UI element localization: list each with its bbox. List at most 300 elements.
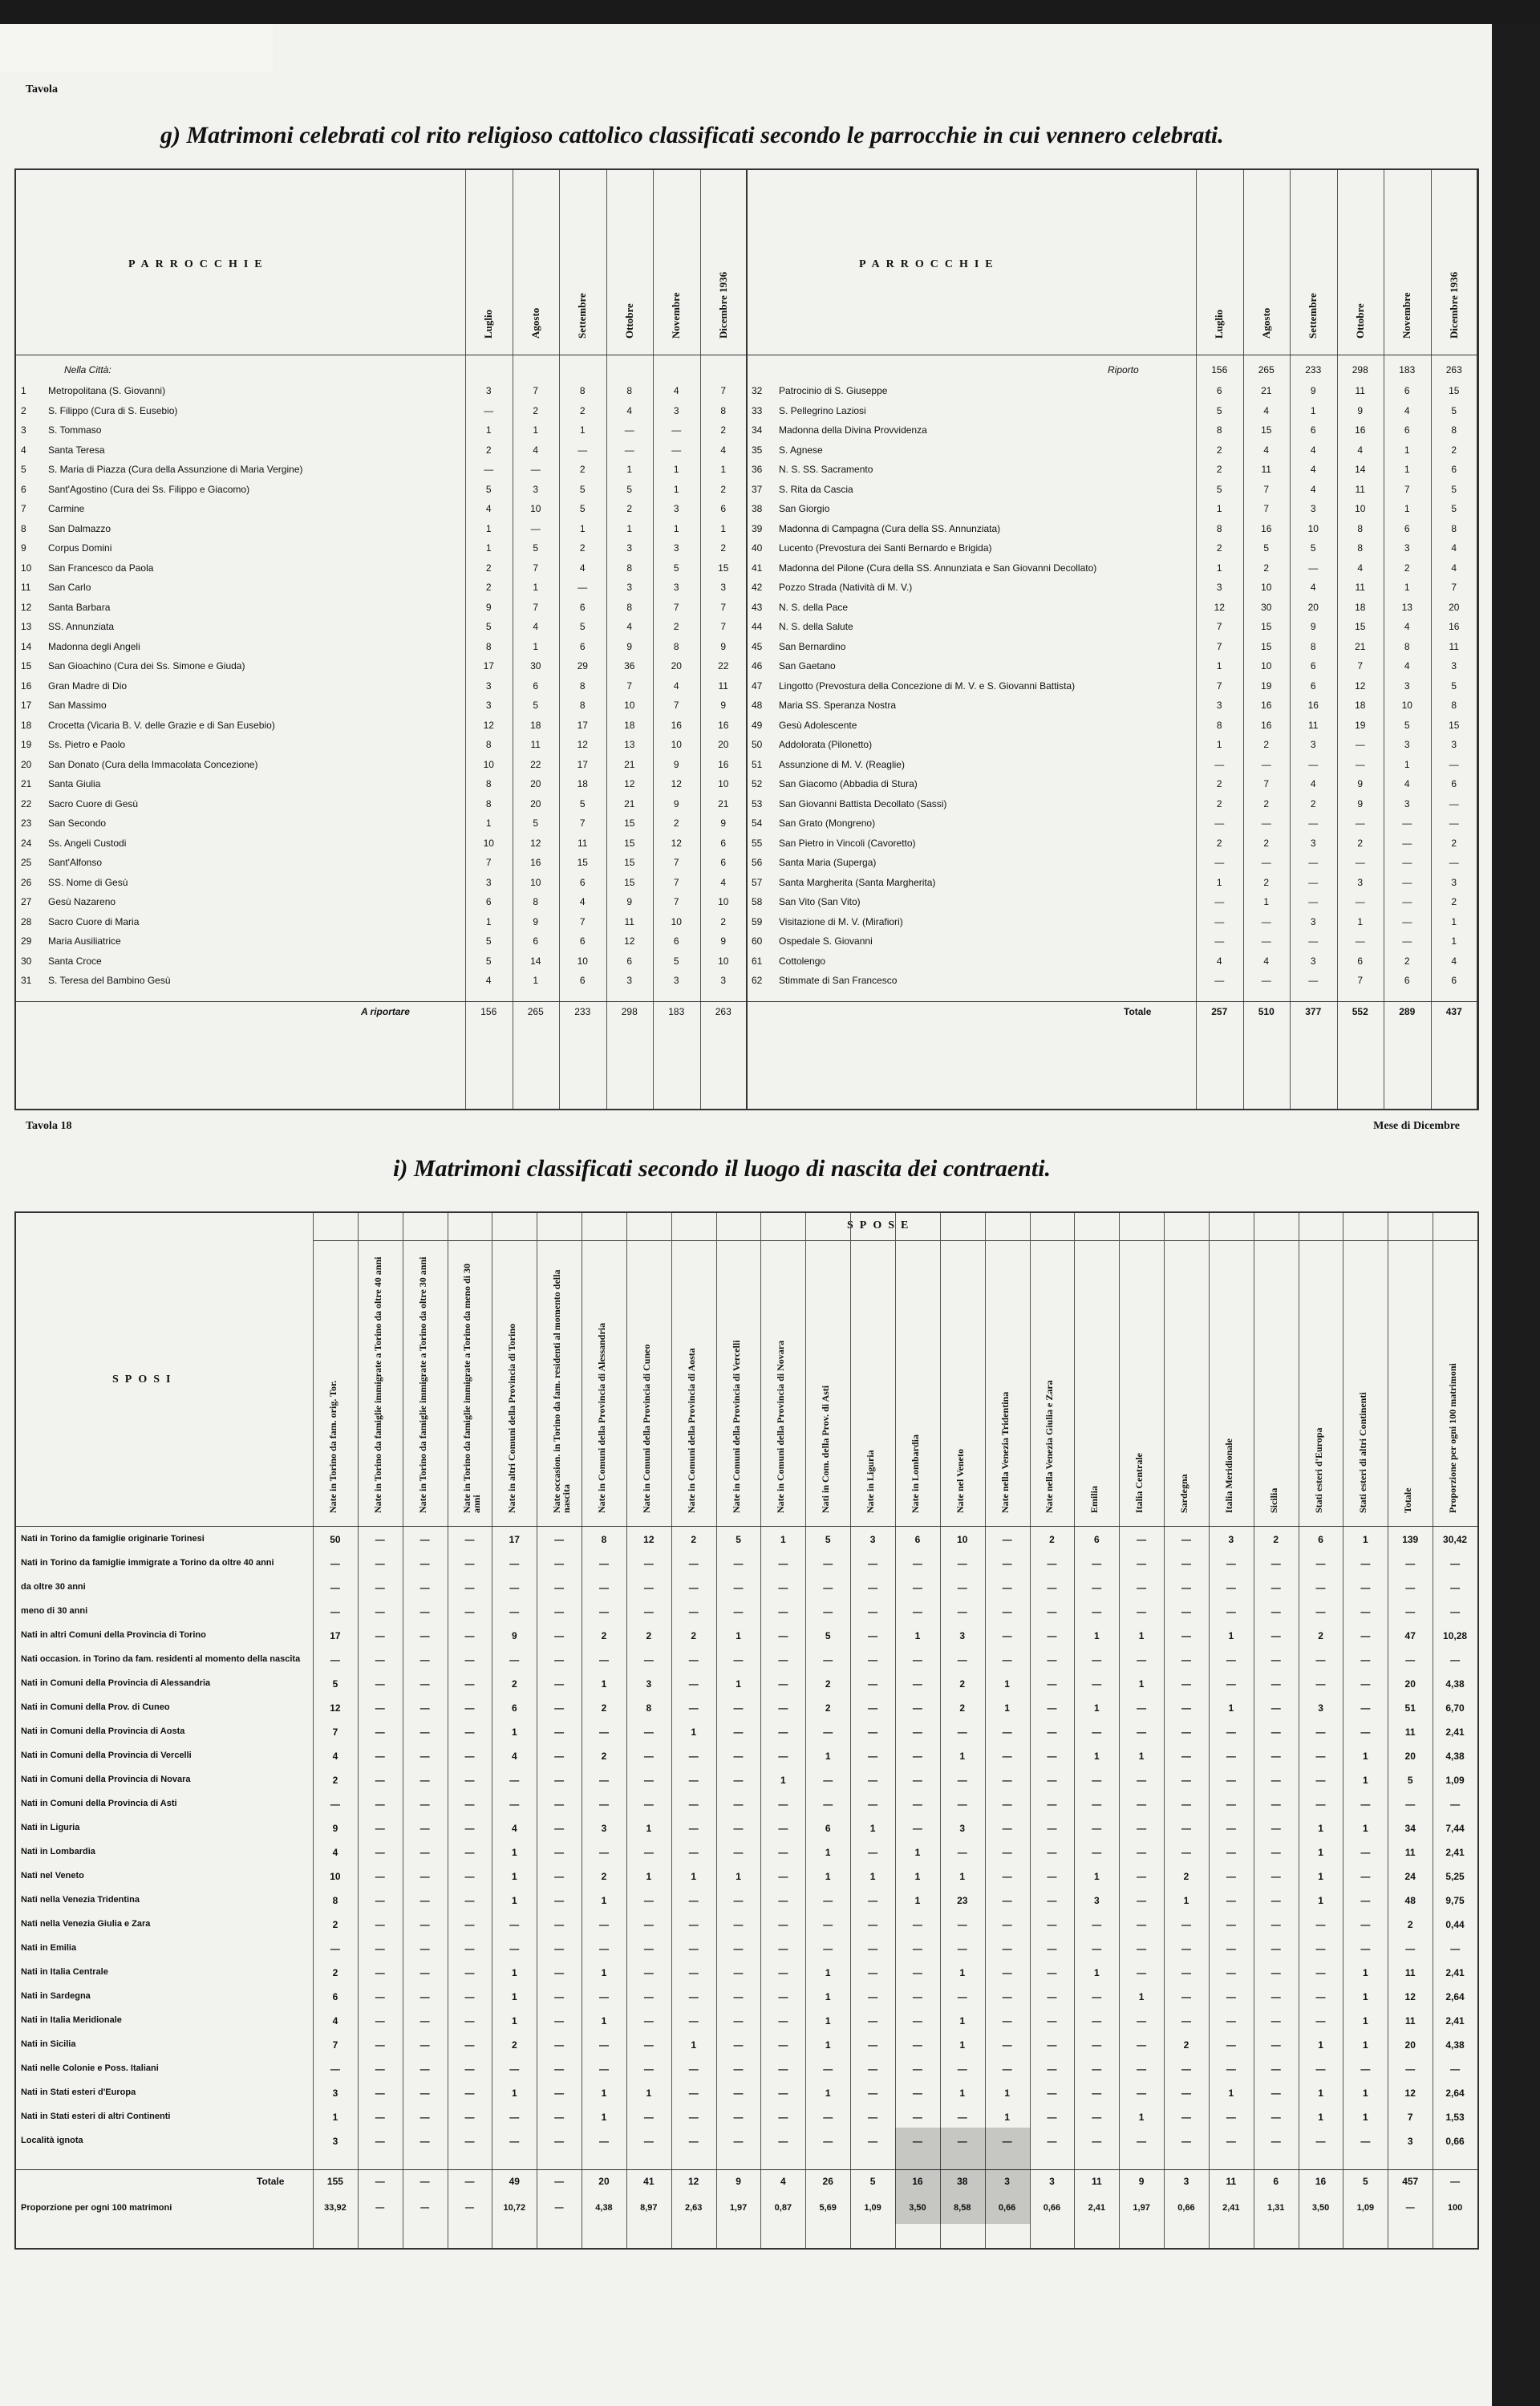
- cell-value: 24: [1404, 1871, 1416, 1882]
- month-value: —: [484, 464, 494, 475]
- month-value: 4: [1263, 955, 1270, 967]
- carry-label: Riporto: [1108, 364, 1139, 375]
- cell-value: —: [778, 1799, 788, 1810]
- cell-value: —: [688, 2015, 699, 2027]
- cell-value: —: [464, 2136, 475, 2147]
- month-value: 18: [577, 778, 588, 789]
- cell-value: —: [868, 1654, 878, 1666]
- parish-number: 37: [752, 483, 763, 495]
- spose-column-header: Nate in altri Comuni della Provincia di Torino: [506, 1323, 518, 1513]
- sposi-row-label: Nati in Sicilia: [21, 2039, 76, 2049]
- cell-value: —: [733, 2015, 744, 2027]
- cell-value: 2: [1049, 1534, 1055, 1545]
- month-value: 2: [673, 818, 679, 829]
- cell-value: —: [1270, 1919, 1281, 1930]
- cell-value: —: [464, 1775, 475, 1786]
- parish-name: Maria Ausiliatrice: [48, 935, 121, 947]
- total-rule: [16, 1001, 1477, 1002]
- month-value: 3: [673, 582, 679, 593]
- cell-value: —: [1047, 1967, 1057, 1978]
- month-value: 7: [1404, 483, 1410, 495]
- cell-value: —: [375, 1654, 385, 1666]
- month-value: 1: [579, 522, 586, 534]
- total-rule: [16, 2169, 1477, 2170]
- cell-value: —: [1047, 2063, 1057, 2075]
- cell-value: —: [1137, 1871, 1147, 1882]
- cell-value: —: [419, 2039, 430, 2051]
- proportion-value: 8,58: [954, 2203, 971, 2213]
- cell-value: —: [912, 1702, 922, 1714]
- cell-value: —: [1002, 1799, 1012, 1810]
- parish-number: 32: [752, 385, 763, 396]
- month-value: 11: [1308, 719, 1319, 731]
- cell-value: 1: [691, 1726, 697, 1738]
- parish-number: 28: [21, 915, 32, 927]
- cell-value: 6,70: [1445, 1702, 1465, 1714]
- proportion-value: —: [554, 2203, 564, 2213]
- cell-value: 1: [736, 1678, 741, 1690]
- carry-value: 263: [1445, 364, 1462, 375]
- month-value: 1: [1216, 876, 1222, 888]
- cell-value: —: [1092, 1823, 1102, 1834]
- cell-value: —: [688, 1558, 699, 1569]
- cell-value: 1: [914, 1630, 921, 1641]
- month-value: 11: [1355, 385, 1365, 396]
- month-value: 2: [1451, 444, 1457, 456]
- month-value: 1: [1451, 915, 1457, 927]
- cell-value: 1: [1363, 1991, 1368, 2002]
- cell-value: —: [1270, 1606, 1281, 1617]
- month-value: 10: [1261, 660, 1272, 671]
- month-value: 16: [1449, 621, 1460, 632]
- month-value: 11: [1449, 640, 1459, 652]
- month-value: 8: [579, 385, 586, 396]
- month-value: 1: [485, 424, 492, 436]
- cell-value: —: [1181, 1534, 1191, 1545]
- cell-value: —: [733, 1558, 744, 1569]
- parish-number: 23: [21, 818, 32, 829]
- cell-value: —: [1226, 1606, 1236, 1617]
- cell-value: 2: [1407, 1919, 1413, 1930]
- month-value: 1: [1404, 444, 1410, 456]
- month-value: 4: [1310, 582, 1316, 593]
- cell-value: —: [1137, 2136, 1147, 2147]
- cell-value: —: [554, 1799, 565, 1810]
- month-value: 7: [673, 876, 679, 888]
- cell-value: —: [823, 1919, 833, 1930]
- cell-value: —: [1092, 1678, 1102, 1690]
- cell-value: —: [912, 1558, 922, 1569]
- month-value: 9: [485, 601, 492, 613]
- cell-value: 1: [646, 2087, 652, 2099]
- cell-value: —: [823, 1582, 833, 1593]
- cell-value: —: [733, 1895, 744, 1906]
- cell-value: —: [1047, 1943, 1057, 1954]
- month-value: 7: [1263, 778, 1270, 789]
- month-value: 2: [579, 542, 586, 554]
- parish-number: 40: [752, 542, 763, 554]
- cell-value: —: [1002, 1726, 1012, 1738]
- month-value: 1: [626, 464, 633, 475]
- parish-name: Sant'Agostino (Cura dei Ss. Filippo e Giacomo): [48, 483, 250, 495]
- month-value: 6: [720, 857, 727, 868]
- cell-value: —: [554, 1558, 565, 1569]
- parish-number: 31: [21, 975, 32, 986]
- cell-value: —: [509, 1919, 520, 1930]
- month-value: 9: [1357, 797, 1364, 809]
- cell-value: —: [1137, 2087, 1147, 2099]
- month-value: 2: [720, 915, 727, 927]
- cell-value: —: [419, 1558, 430, 1569]
- total-value: 38: [957, 2176, 968, 2187]
- cell-value: —: [643, 1895, 654, 1906]
- month-value: —: [1355, 758, 1365, 770]
- parish-name: Addolorata (Pilonetto): [779, 739, 873, 750]
- cell-value: —: [778, 2063, 788, 2075]
- month-value: 14: [530, 955, 541, 967]
- parish-name: San Bernardino: [779, 640, 846, 652]
- month-value: 3: [485, 876, 492, 888]
- cell-value: —: [1315, 1606, 1326, 1617]
- month-value: 8: [485, 797, 492, 809]
- month-value: —: [1402, 818, 1412, 829]
- cell-value: —: [1047, 1871, 1057, 1882]
- spose-header: SPOSE: [847, 1219, 915, 1231]
- cell-value: —: [464, 1871, 475, 1882]
- cell-value: 1: [1093, 1871, 1100, 1882]
- cell-value: —: [1002, 1775, 1012, 1786]
- cell-value: —: [778, 1871, 788, 1882]
- cell-value: —: [464, 2015, 475, 2027]
- month-value: 18: [1355, 700, 1366, 711]
- right-total-label: Totale: [1124, 1005, 1152, 1017]
- cell-value: —: [375, 2136, 385, 2147]
- parish-number: 38: [752, 503, 763, 514]
- total-value: 49: [509, 2176, 520, 2187]
- cell-value: —: [509, 1775, 520, 1786]
- parish-header: PARROCCHIE: [859, 258, 999, 270]
- cell-value: —: [464, 2087, 475, 2099]
- cell-value: —: [1270, 1799, 1281, 1810]
- cell-value: —: [1181, 2087, 1191, 2099]
- cell-value: 1: [1138, 1630, 1145, 1641]
- cell-value: —: [1315, 1582, 1326, 1593]
- month-value: 4: [1404, 404, 1410, 416]
- cell-value: —: [1002, 1943, 1012, 1954]
- cell-value: —: [1047, 2015, 1057, 2027]
- cell-value: —: [733, 1654, 744, 1666]
- month-value: 3: [485, 385, 492, 396]
- cell-value: —: [868, 1751, 878, 1762]
- cell-value: —: [1226, 2063, 1236, 2075]
- cell-value: 1: [959, 1751, 966, 1762]
- parish-name: Gesù Adolescente: [779, 719, 857, 731]
- month-value: 13: [624, 739, 635, 750]
- cell-value: —: [1226, 1991, 1236, 2002]
- month-value: 12: [671, 778, 682, 789]
- month-value: 6: [533, 935, 539, 947]
- month-value: 5: [579, 483, 586, 495]
- month-value: 6: [579, 876, 586, 888]
- cell-value: —: [464, 1823, 475, 1834]
- cell-value: —: [868, 1967, 878, 1978]
- carry-value: 265: [1258, 364, 1275, 375]
- month-column-line: [606, 170, 607, 1109]
- cell-value: —: [868, 1991, 878, 2002]
- cell-value: —: [1092, 2015, 1102, 2027]
- cell-value: —: [419, 2087, 430, 2099]
- half-divider: [1477, 170, 1478, 1109]
- parish-name: Sacro Cuore di Gesù: [48, 797, 139, 809]
- cell-value: —: [464, 1678, 475, 1690]
- month-value: 10: [1401, 700, 1412, 711]
- parish-name: Santa Maria (Superga): [779, 857, 877, 868]
- cell-value: —: [643, 2039, 654, 2051]
- month-value: 2: [1263, 562, 1270, 574]
- month-value: 3: [1404, 680, 1410, 692]
- cell-value: —: [868, 1943, 878, 1954]
- total-label: Totale: [257, 2176, 285, 2187]
- cell-value: 1: [1228, 1702, 1234, 1714]
- cell-value: —: [733, 1919, 744, 1930]
- parish-number: 12: [21, 601, 32, 613]
- cell-value: —: [957, 1606, 967, 1617]
- cell-value: —: [1226, 1823, 1236, 1834]
- proportion-value: 1,31: [1266, 2203, 1285, 2213]
- cell-value: 1: [601, 2112, 607, 2123]
- cell-value: —: [1092, 2039, 1102, 2051]
- cell-value: 1: [601, 1895, 607, 1906]
- parish-number: 49: [752, 719, 763, 731]
- parish-number: 2: [21, 404, 26, 416]
- month-value: —: [1214, 935, 1225, 947]
- month-value: 21: [1355, 640, 1366, 652]
- cell-value: —: [1270, 1678, 1281, 1690]
- cell-value: —: [733, 1967, 744, 1978]
- cell-value: —: [1226, 1678, 1236, 1690]
- parish-name: San Giorgio: [779, 503, 830, 514]
- cell-value: 139: [1402, 1534, 1419, 1545]
- cell-value: —: [1226, 1582, 1236, 1593]
- cell-value: —: [957, 1582, 967, 1593]
- month-value: 1: [626, 522, 633, 534]
- cell-value: —: [1002, 1606, 1012, 1617]
- cell-value: 1: [601, 2015, 607, 2027]
- cell-value: —: [1226, 1871, 1236, 1882]
- cell-value: 5,25: [1445, 1871, 1465, 1882]
- month-column-line: [1337, 170, 1338, 1109]
- sposi-row-label: Nati in Italia Centrale: [21, 1967, 108, 1977]
- cell-value: —: [733, 1751, 744, 1762]
- parish-number: 21: [21, 778, 32, 789]
- cell-value: —: [868, 1630, 878, 1641]
- cell-value: —: [1181, 1726, 1191, 1738]
- cell-value: —: [1002, 2039, 1012, 2051]
- cell-value: 9: [332, 1823, 338, 1834]
- cell-value: —: [1137, 1775, 1147, 1786]
- proportion-value: —: [464, 2203, 474, 2213]
- parish-name: Patrocinio di S. Giuseppe: [779, 385, 888, 396]
- cell-value: —: [375, 1582, 385, 1593]
- parish-name: San Vito (San Vito): [779, 896, 861, 907]
- parish-name: Carmine: [48, 503, 85, 514]
- cell-value: 2: [601, 1871, 607, 1882]
- cell-value: —: [643, 2015, 654, 2027]
- page-corner: [0, 24, 273, 72]
- cell-value: —: [375, 1919, 385, 1930]
- month-value: 12: [483, 719, 494, 731]
- proportion-value: 10,72: [503, 2203, 526, 2213]
- parish-number: 53: [752, 797, 763, 809]
- cell-value: —: [1226, 2136, 1236, 2147]
- proportion-value: 1,97: [729, 2203, 748, 2213]
- cell-value: 1: [914, 1895, 921, 1906]
- total-value: —: [1450, 2176, 1461, 2187]
- cell-value: —: [330, 1943, 340, 1954]
- cell-value: —: [778, 2112, 788, 2123]
- cell-value: —: [1137, 2015, 1147, 2027]
- month-value: 7: [579, 818, 586, 829]
- month-value: 7: [1216, 640, 1222, 652]
- month-value: 8: [1451, 700, 1457, 711]
- cell-value: —: [1450, 2063, 1461, 2075]
- cell-value: —: [912, 2136, 922, 2147]
- month-value: 8: [626, 562, 633, 574]
- month-value: 10: [1307, 522, 1319, 534]
- sposi-row-label: Nati in Comuni della Provincia di Aosta: [21, 1726, 185, 1736]
- cell-value: —: [643, 1751, 654, 1762]
- month-value: 1: [1216, 739, 1222, 750]
- cell-value: —: [464, 1895, 475, 1906]
- sposi-row-label: Nati in Comuni della Provincia di Asti: [21, 1799, 177, 1808]
- cell-value: —: [375, 1799, 385, 1810]
- month-value: 3: [1404, 797, 1410, 809]
- parish-number: 25: [21, 857, 32, 868]
- month-value: 3: [720, 975, 727, 986]
- cell-value: —: [598, 1654, 609, 1666]
- total-value: 11: [1226, 2176, 1237, 2187]
- sposi-row-label: Nati in Torino da famiglie originarie Torinesi: [21, 1534, 205, 1544]
- cell-value: 1: [332, 2112, 338, 2123]
- header-rule: [16, 1526, 1477, 1527]
- cell-value: —: [419, 1534, 430, 1545]
- cell-value: —: [912, 2063, 922, 2075]
- cell-value: —: [643, 1726, 654, 1738]
- cell-value: —: [1092, 1919, 1102, 1930]
- cell-value: —: [464, 1847, 475, 1858]
- parish-name: SS. Annunziata: [48, 621, 115, 632]
- month-value: 2: [579, 404, 586, 416]
- cell-value: —: [598, 1847, 609, 1858]
- month-header: Ottobre: [622, 303, 635, 339]
- month-value: 22: [530, 758, 541, 770]
- proportion-value: 3,50: [1311, 2203, 1330, 2213]
- cell-value: —: [1360, 2063, 1371, 2075]
- month-value: 8: [673, 640, 679, 652]
- month-value: 6: [626, 955, 633, 967]
- total-value: 26: [822, 2176, 833, 2187]
- cell-value: —: [1360, 1630, 1371, 1641]
- cell-value: —: [419, 1895, 430, 1906]
- cell-value: 4,38: [1445, 2039, 1465, 2051]
- month-value: 5: [485, 483, 492, 495]
- month-value: 9: [720, 935, 727, 947]
- cell-value: —: [1092, 1582, 1102, 1593]
- cell-value: —: [1047, 1558, 1057, 1569]
- month-value: 1: [720, 464, 727, 475]
- parish-name: Crocetta (Vicaria B. V. delle Grazie e di San Eusebio): [48, 719, 275, 731]
- proportion-value: 2,41: [1222, 2203, 1240, 2213]
- cell-value: 12: [643, 1534, 654, 1545]
- month-value: 6: [720, 503, 727, 514]
- cell-value: —: [419, 1919, 430, 1930]
- parish-number: 27: [21, 896, 32, 907]
- sposi-header: SPOSI: [112, 1373, 177, 1386]
- cell-value: —: [868, 1799, 878, 1810]
- cell-value: 3: [332, 2136, 338, 2147]
- month-header: Agosto: [1259, 307, 1272, 339]
- cell-value: 4: [332, 2015, 338, 2027]
- cell-value: —: [1360, 1799, 1371, 1810]
- cell-value: —: [1315, 1654, 1326, 1666]
- month-value: —: [1261, 818, 1271, 829]
- month-value: 9: [1310, 385, 1316, 396]
- parish-number: 51: [752, 758, 763, 770]
- total-value: 11: [1091, 2176, 1102, 2187]
- cell-value: —: [1270, 2039, 1281, 2051]
- month-value: 5: [626, 483, 633, 495]
- parish-number: 10: [21, 562, 32, 574]
- month-value: 7: [579, 915, 586, 927]
- parish-number: 33: [752, 404, 763, 416]
- month-value: —: [1402, 915, 1412, 927]
- total-value: 9: [1138, 2176, 1145, 2187]
- total-value: 16: [912, 2176, 923, 2187]
- cell-value: —: [419, 2112, 430, 2123]
- cell-value: —: [912, 1582, 922, 1593]
- cell-value: 1: [511, 1847, 517, 1858]
- month-value: 16: [718, 758, 729, 770]
- total-value: —: [419, 2176, 430, 2187]
- parish-number: 24: [21, 837, 32, 849]
- total-value: 5: [869, 2176, 876, 2187]
- cell-value: 1: [959, 2039, 966, 2051]
- parish-name: Stimmate di San Francesco: [779, 975, 898, 986]
- proportion-value: 33,92: [324, 2203, 346, 2213]
- month-value: 5: [1216, 483, 1222, 495]
- cell-value: 2,41: [1445, 2015, 1465, 2027]
- cell-value: 12: [1404, 2087, 1416, 2099]
- cell-value: —: [1315, 1751, 1326, 1762]
- month-value: 1: [533, 424, 539, 436]
- cell-value: —: [1315, 1799, 1326, 1810]
- cell-value: 2: [1318, 1630, 1323, 1641]
- month-header: Novembre: [1400, 292, 1413, 339]
- month-value: 20: [1449, 601, 1460, 613]
- cell-value: —: [598, 1919, 609, 1930]
- cell-value: —: [554, 1678, 565, 1690]
- cell-value: —: [688, 1751, 699, 1762]
- month-value: 7: [1216, 680, 1222, 692]
- cell-value: 1: [1318, 2112, 1323, 2123]
- cell-value: —: [823, 1799, 833, 1810]
- cell-value: 1: [736, 1871, 741, 1882]
- month-value: —: [671, 444, 682, 456]
- month-value: 16: [1261, 522, 1272, 534]
- cell-value: —: [554, 1702, 565, 1714]
- month-value: 10: [530, 503, 541, 514]
- month-value: 7: [720, 621, 727, 632]
